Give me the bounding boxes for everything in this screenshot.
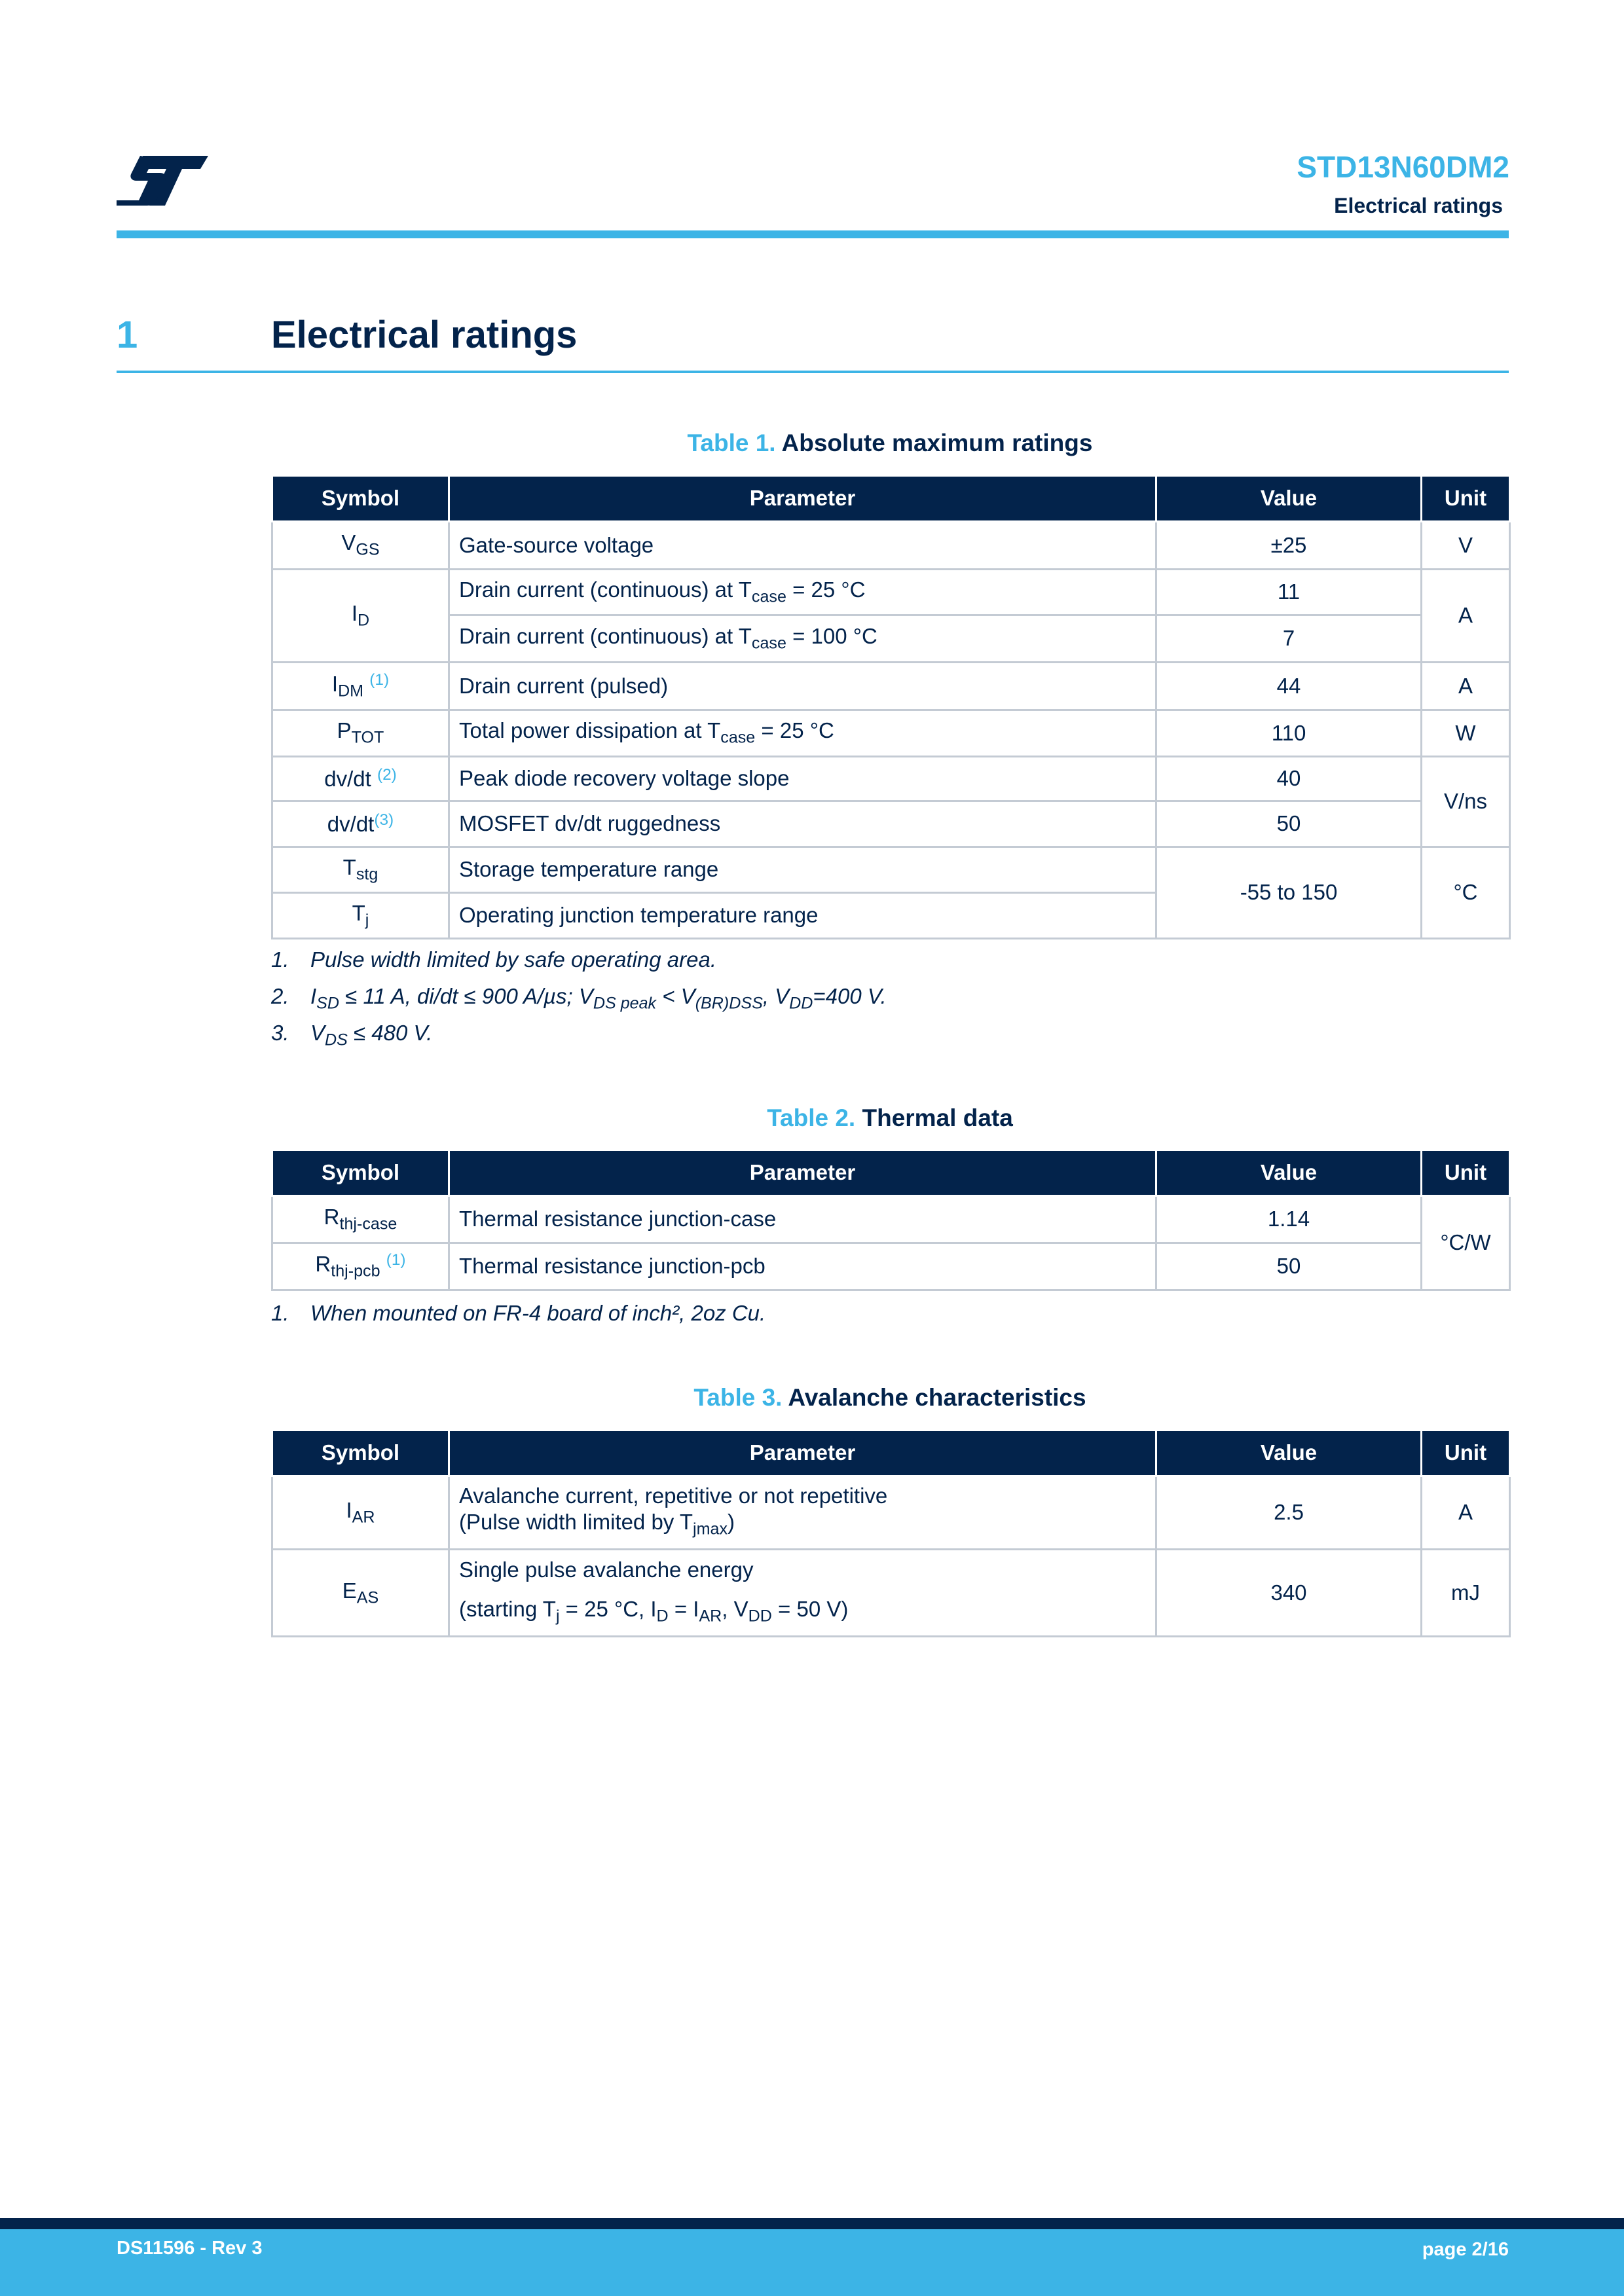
- table-row: [272, 847, 1510, 892]
- st-logo-icon: [117, 155, 208, 207]
- table-note: 3. $V_{DS} \le 480$ V.: [271, 1021, 433, 1049]
- parameter-cell: Single pulse avalanche energy (starting $T_j = 25$ °C, $I_D = I_{AR}$, $V_{DD} = 50$ V): [449, 1549, 1156, 1637]
- unit-cell: °C/W: [1422, 1195, 1510, 1290]
- parameter-cell: Drain current (continuous) at $T_{case} = 100$ °C: [449, 615, 1156, 662]
- symbol-cell: $T_{stg}$: [272, 847, 449, 892]
- header-symbol: Symbol: [272, 477, 449, 521]
- value-cell: 50: [1156, 801, 1422, 847]
- parameter-cell: Storage temperature range: [449, 847, 1156, 892]
- header-symbol: Symbol: [272, 1151, 449, 1195]
- parameter-cell: Peak diode recovery voltage slope: [449, 756, 1156, 801]
- table-row: [272, 710, 1510, 756]
- header-rule: [117, 230, 1509, 238]
- footnote-ref[interactable]: (3): [374, 811, 394, 829]
- section-rule: [117, 371, 1509, 373]
- unit-cell: mJ: [1422, 1549, 1510, 1637]
- table-row: [272, 615, 1510, 662]
- symbol-cell: $R_{thj-case}$: [272, 1195, 449, 1243]
- unit-cell: V/ns: [1422, 756, 1510, 847]
- header-parameter: Parameter: [449, 1151, 1156, 1195]
- document-subtitle: Electrical ratings: [1334, 194, 1503, 217]
- table-note: 2. $I_{SD} \le 11$ A, di/dt ≤ 900 A/µs; $V_{DS peak} < V_{(BR)DSS}$, $V_{DD}=400$ V.: [271, 984, 887, 1013]
- unit-cell: W: [1422, 710, 1510, 756]
- table-row: [272, 521, 1510, 569]
- header-parameter: Parameter: [449, 1431, 1156, 1476]
- footer-document-id: DS11596 - Rev 3: [117, 2238, 263, 2259]
- value-cell: 44: [1156, 662, 1422, 710]
- symbol-cell: $I_{AR}$: [272, 1476, 449, 1549]
- value-cell: 2.5: [1156, 1476, 1422, 1549]
- table3-caption: [271, 1384, 1509, 1412]
- unit-cell: °C: [1422, 847, 1510, 938]
- parameter-cell: Avalanche current, repetitive or not repetitive (Pulse width limited by $T_{jmax}$): [449, 1476, 1156, 1549]
- value-cell: 40: [1156, 756, 1422, 801]
- symbol-cell: $E_{AS}$: [272, 1549, 449, 1637]
- table-note: 1. Pulse width limited by safe operating area.: [271, 947, 717, 972]
- parameter-cell: Thermal resistance junction-case: [449, 1195, 1156, 1243]
- table-row: [272, 1476, 1510, 1549]
- table-row: [272, 569, 1510, 615]
- avalanche-characteristics-table: [271, 1431, 1511, 1637]
- footnote-ref[interactable]: (2): [377, 765, 397, 784]
- table-row: [272, 662, 1510, 710]
- value-cell: 50: [1156, 1243, 1422, 1290]
- table-row: [272, 1243, 1510, 1290]
- parameter-cell: Drain current (continuous) at $T_{case} = 25$ °C: [449, 569, 1156, 615]
- table2-caption-number: Table 2.: [767, 1104, 856, 1131]
- table-row: [272, 801, 1510, 847]
- table2-notes: [271, 1295, 1509, 1332]
- table-row: [272, 756, 1510, 801]
- table1-caption-number: Table 1.: [687, 429, 776, 456]
- unit-cell: V: [1422, 521, 1510, 569]
- parameter-cell: MOSFET dv/dt ruggedness: [449, 801, 1156, 847]
- header-value: Value: [1156, 1431, 1422, 1476]
- footer-page-number: page 2/16: [1422, 2239, 1509, 2260]
- table-row: [272, 1549, 1510, 1637]
- parameter-cell: Total power dissipation at $T_{case} = 25$ °C: [449, 710, 1156, 756]
- parameter-cell: Operating junction temperature range: [449, 892, 1156, 938]
- value-cell: -55 to 150: [1156, 847, 1422, 938]
- header-value: Value: [1156, 477, 1422, 521]
- footer-stripe: [0, 2218, 1624, 2229]
- section-number: 1: [117, 314, 138, 356]
- parameter-cell: Gate-source voltage: [449, 521, 1156, 569]
- value-cell: 7: [1156, 615, 1422, 662]
- footnote-ref[interactable]: (1): [369, 670, 390, 689]
- parameter-cell: Drain current (pulsed): [449, 662, 1156, 710]
- header-parameter: Parameter: [449, 477, 1156, 521]
- symbol-cell: $I_D$: [272, 569, 449, 662]
- table2-caption-text: Thermal data: [862, 1104, 1013, 1131]
- symbol-cell: $R_{thj-pcb}$ $^{(1)}$: [272, 1243, 449, 1290]
- header-unit: Unit: [1422, 1151, 1510, 1195]
- table3-caption-text: Avalanche characteristics: [788, 1384, 1086, 1411]
- header-value: Value: [1156, 1151, 1422, 1195]
- table-header-row: [272, 477, 1510, 521]
- symbol-cell: dv/dt $^{(2)}$: [272, 756, 449, 801]
- table1-caption: [271, 429, 1509, 457]
- section-title: Electrical ratings: [271, 314, 578, 356]
- table-header-row: [272, 1431, 1510, 1476]
- thermal-data-table: [271, 1151, 1511, 1291]
- table2-caption: [271, 1104, 1509, 1132]
- parameter-cell: Thermal resistance junction-pcb: [449, 1243, 1156, 1290]
- symbol-cell: $T_j$: [272, 892, 449, 938]
- header-symbol: Symbol: [272, 1431, 449, 1476]
- header-unit: Unit: [1422, 1431, 1510, 1476]
- value-cell: 110: [1156, 710, 1422, 756]
- symbol-cell: $I_{DM}$ $^{(1)}$: [272, 662, 449, 710]
- value-cell: 340: [1156, 1549, 1422, 1637]
- value-cell: 1.14: [1156, 1195, 1422, 1243]
- table-row: [272, 1195, 1510, 1243]
- table-note: 1. When mounted on FR-4 board of inch², 2oz Cu.: [271, 1301, 766, 1325]
- table3-caption-number: Table 3.: [693, 1384, 783, 1411]
- symbol-cell: dv/dt$^{(3)}$: [272, 801, 449, 847]
- table1-notes: [271, 941, 1509, 1051]
- header-unit: Unit: [1422, 477, 1510, 521]
- symbol-cell: $V_{GS}$: [272, 521, 449, 569]
- symbol-cell: $P_{TOT}$: [272, 710, 449, 756]
- table1-caption-text: Absolute maximum ratings: [781, 429, 1093, 456]
- value-cell: 11: [1156, 569, 1422, 615]
- unit-cell: A: [1422, 662, 1510, 710]
- document-title: STD13N60DM2: [1297, 150, 1509, 184]
- footnote-ref[interactable]: (1): [386, 1251, 406, 1269]
- table-header-row: [272, 1151, 1510, 1195]
- value-cell: ±25: [1156, 521, 1422, 569]
- unit-cell: A: [1422, 569, 1510, 662]
- absolute-maximum-ratings-table: [271, 477, 1511, 939]
- unit-cell: A: [1422, 1476, 1510, 1549]
